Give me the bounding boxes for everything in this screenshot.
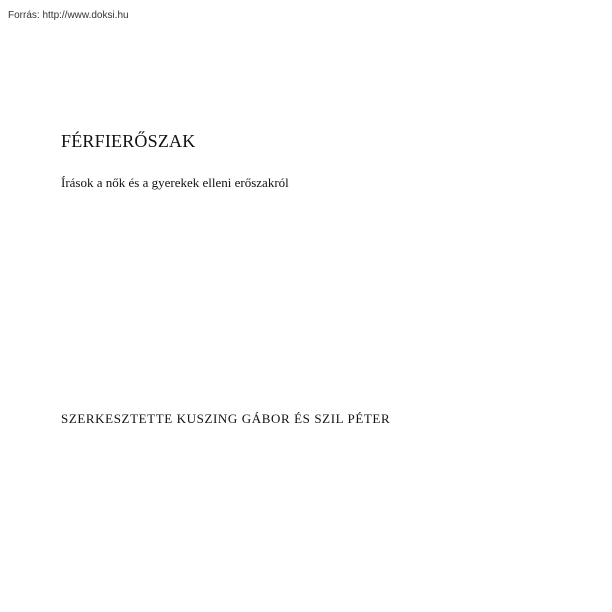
document-subtitle: Írások a nők és a gyerekek elleni erőszakról: [61, 175, 289, 190]
document-title: FÉRFIERŐSZAK: [61, 131, 196, 151]
source-note: Forrás: http://www.doksi.hu: [8, 10, 129, 21]
document-editors: SZERKESZTETTE KUSZING GÁBOR ÉS SZIL PÉTER: [61, 411, 391, 426]
